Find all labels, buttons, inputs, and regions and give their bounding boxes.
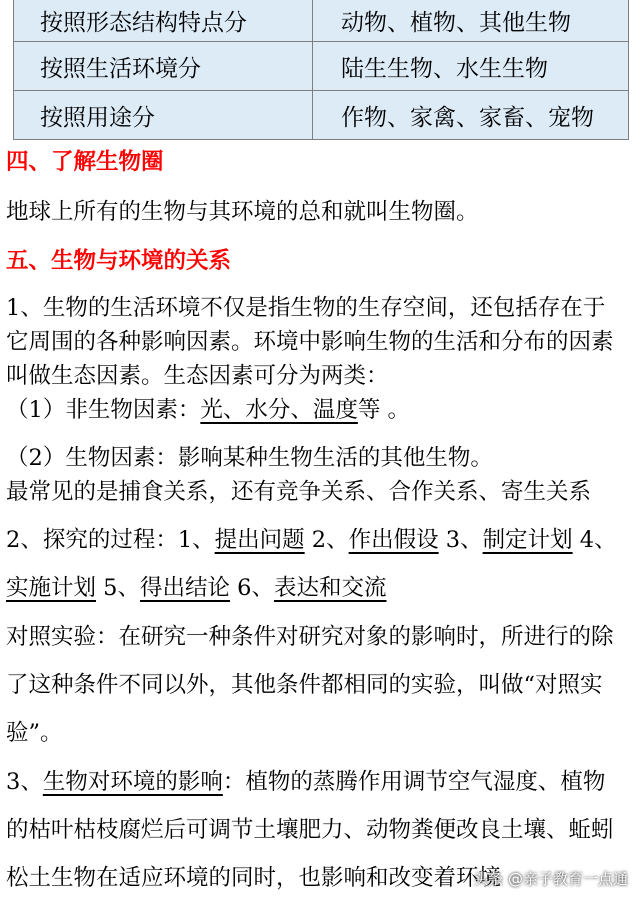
paragraph-line: 的枯叶枯枝腐烂后可调节土壤肥力、动物粪便改良土壤、蚯蚓 <box>6 817 614 843</box>
text-run: 5、 <box>96 575 140 601</box>
inquiry-steps-line <box>6 577 386 600</box>
text-run: 3、 <box>6 769 43 795</box>
text-run: ：植物的蒸腾作用调节空气湿度、植物 <box>222 769 606 795</box>
environment-impact-line <box>6 771 605 794</box>
underlined-term: 光、水分、温度 <box>200 397 358 423</box>
section-4-title: 四、了解生物圈 <box>6 149 164 175</box>
text-run: 2、 <box>304 527 349 553</box>
text-run: 3、 <box>438 527 483 553</box>
text-run: 2、探究的过程：1、 <box>6 527 215 553</box>
table-cell-value: 作物、家禽、家畜、宠物 <box>313 91 629 140</box>
abiotic-factors-line <box>6 399 410 422</box>
text-run: 4、 <box>572 527 617 553</box>
paragraph-line: 松土生物在适应环境的同时，也影响和改变着环境 <box>6 865 502 891</box>
table-cell-value: 陆生生物、水生生物 <box>313 42 629 91</box>
paragraph-line: 1、生物的生活环境不仅是指生物的生存空间，还包括存在于 <box>6 295 606 321</box>
underlined-term: 实施计划 <box>6 575 97 601</box>
table-cell-value: 动物、植物、其他生物 <box>313 0 629 42</box>
inquiry-steps-line <box>6 529 617 552</box>
text-run: （1）非生物因素： <box>6 397 201 423</box>
paragraph-line: 叫做生态因素。生态因素可分为两类： <box>6 363 389 389</box>
underlined-term: 提出问题 <box>214 527 305 553</box>
paragraph-line: 了这种条件不同以外，其他条件都相同的实验，叫做“对照实 <box>6 672 603 698</box>
underlined-term: 生物对环境的影响 <box>42 769 223 795</box>
table-cell-key: 按照形态结构特点分 <box>14 0 313 42</box>
biotic-factors-line: （2）生物因素：影响某种生物生活的其他生物。 <box>6 445 493 471</box>
section-4-text: 地球上所有的生物与其环境的总和就叫生物圈。 <box>6 199 479 225</box>
paragraph-line: 验”。 <box>6 720 63 746</box>
paragraph-line: 它周围的各种影响因素。环境中影响生物的生活和分布的因素 <box>6 329 614 355</box>
underlined-term: 得出结论 <box>139 575 230 601</box>
underlined-term: 制定计划 <box>482 527 573 553</box>
paragraph-line: 对照实验：在研究一种条件对研究对象的影响时，所进行的除 <box>6 624 614 650</box>
section-5-title: 五、生物与环境的关系 <box>6 248 232 274</box>
text-run: 6、 <box>230 575 274 601</box>
table-row <box>14 91 629 140</box>
table-cell-key: 按照生活环境分 <box>14 42 313 91</box>
table-cell-key: 按照用途分 <box>14 91 313 140</box>
watermark: 头条 @亲子教育一点通 <box>473 870 628 888</box>
underlined-term: 作出假设 <box>348 527 439 553</box>
table-row <box>14 42 629 91</box>
paragraph-line: 最常见的是捕食关系，还有竞争关系、合作关系、寄生关系 <box>6 479 592 505</box>
underlined-term: 表达和交流 <box>273 575 387 601</box>
classification-table <box>13 0 629 140</box>
text-run: 等 。 <box>357 397 410 423</box>
table-row <box>14 0 629 42</box>
